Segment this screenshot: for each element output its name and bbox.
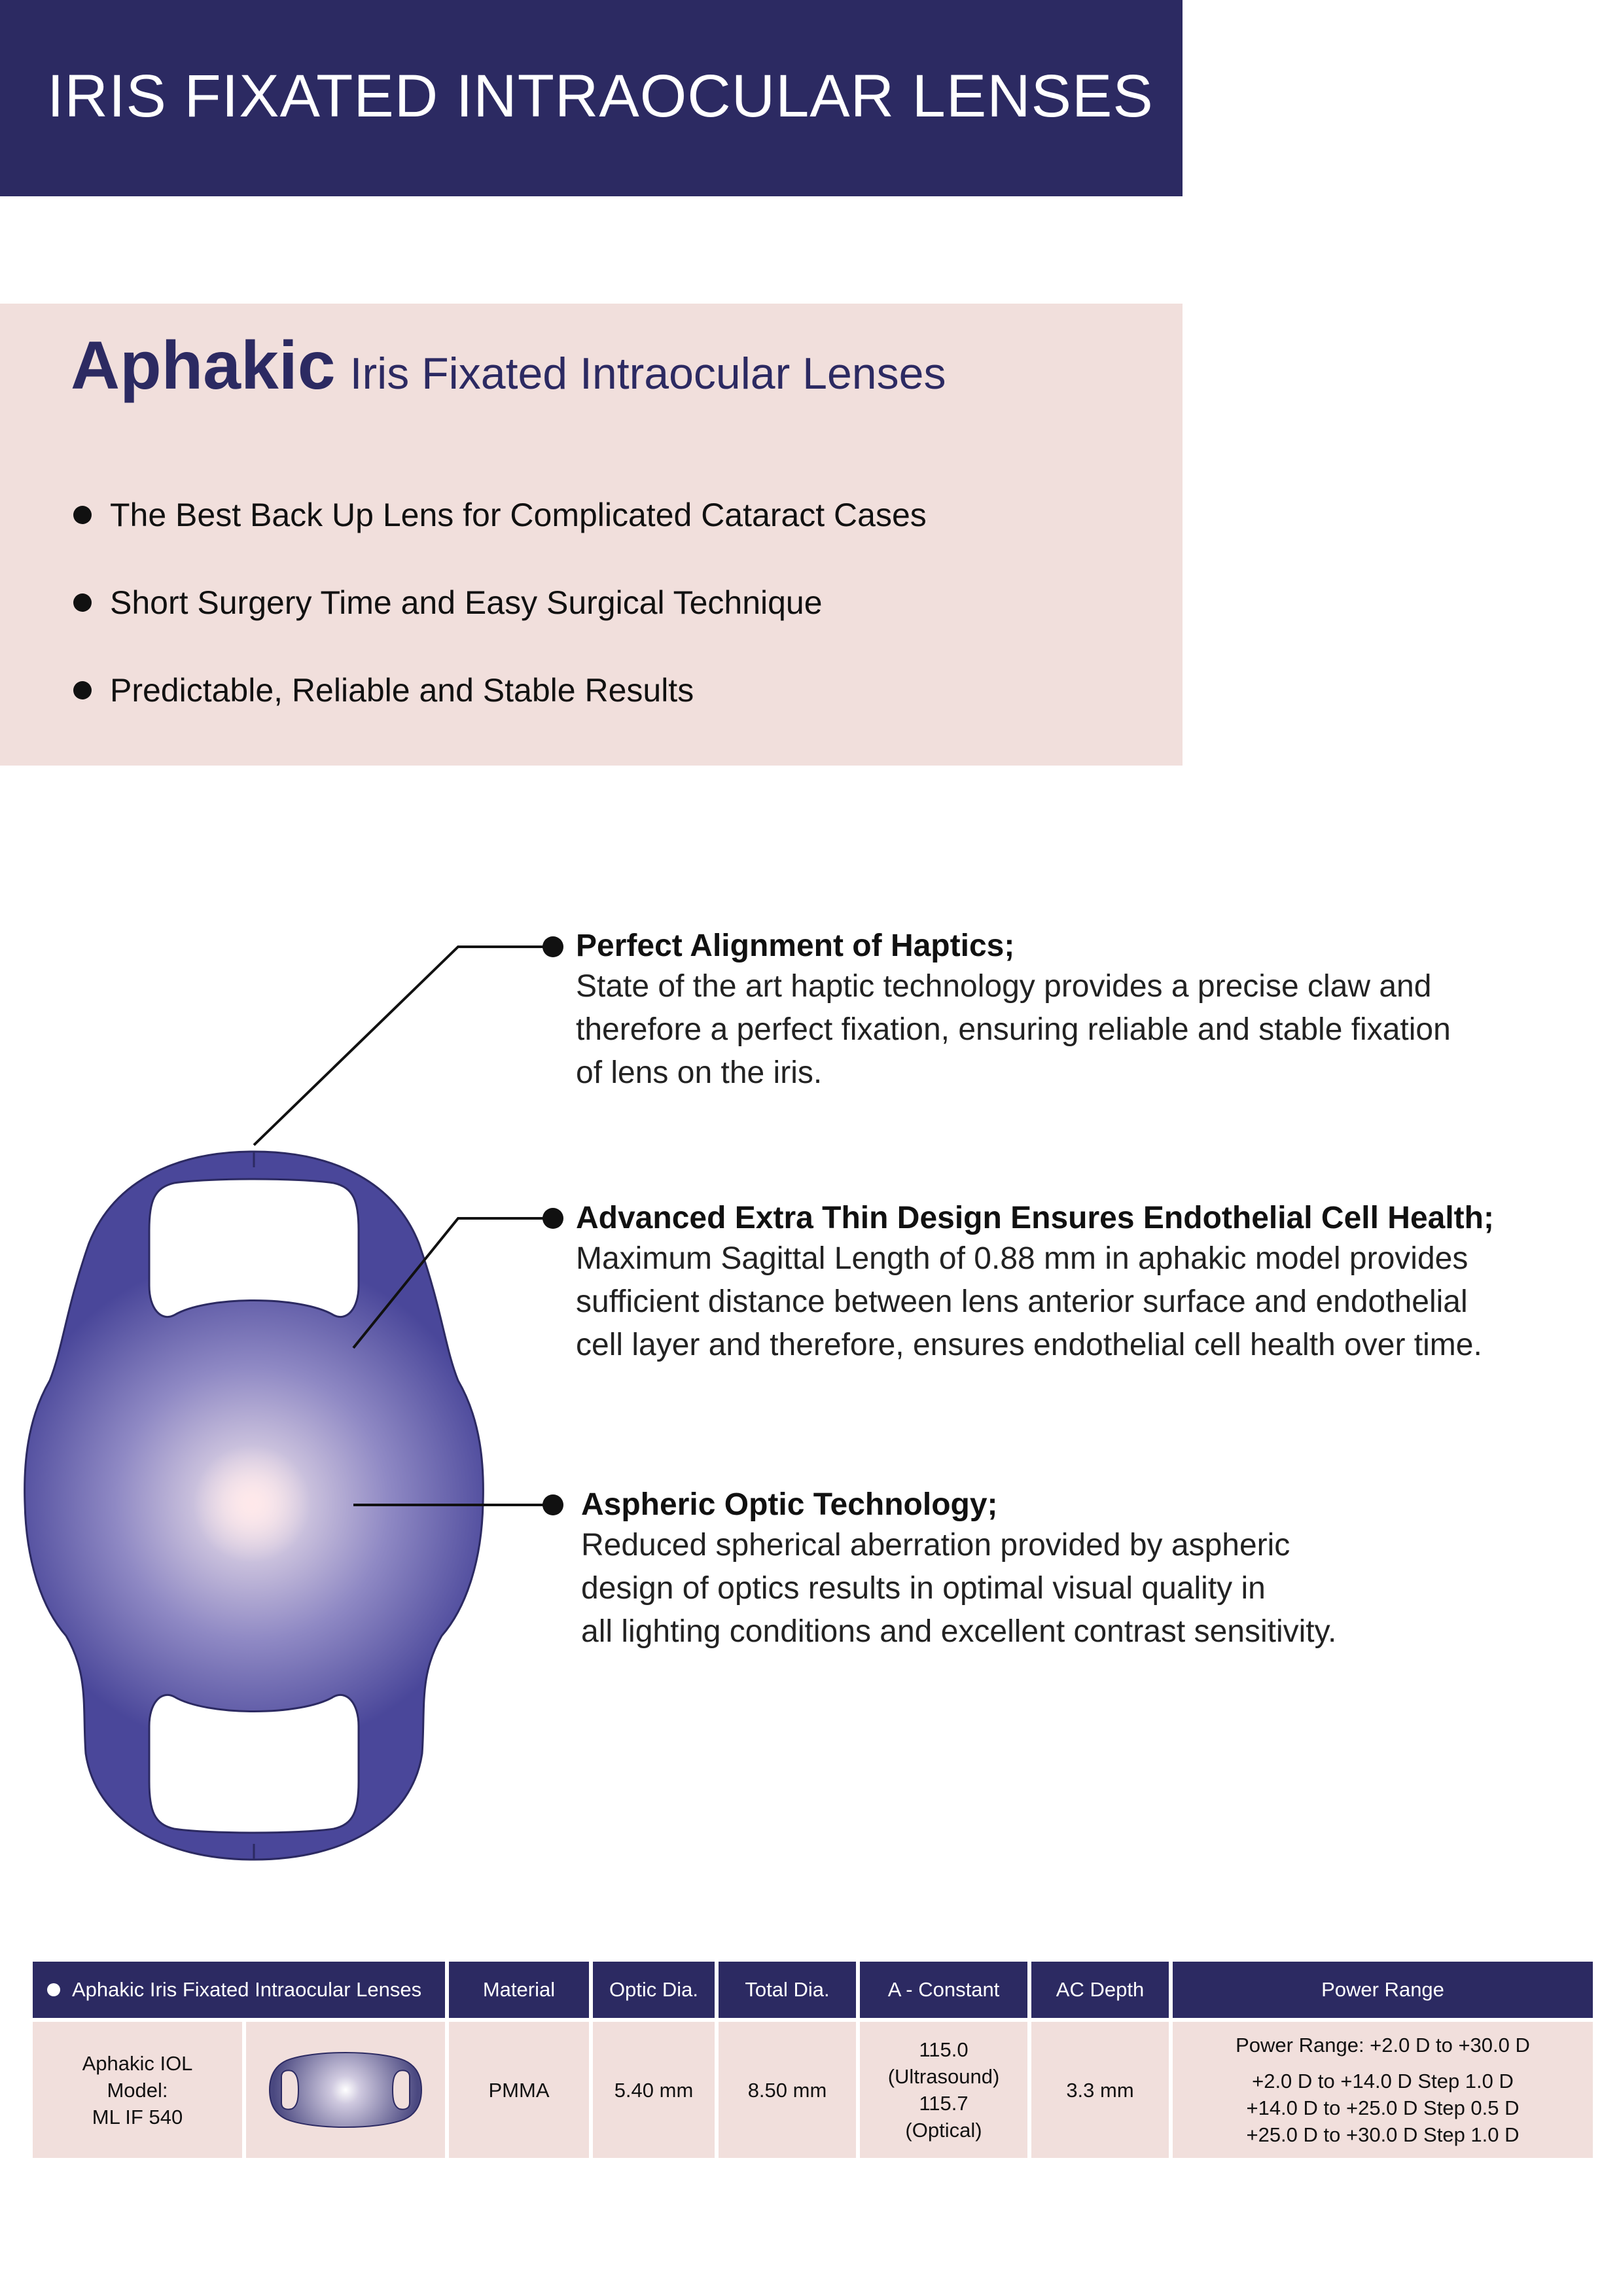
- a-constant-line: 115.0: [919, 2038, 969, 2061]
- model-line: Model:: [107, 2078, 168, 2102]
- intro-bullet-text: Short Surgery Time and Easy Surgical Technique: [110, 584, 823, 621]
- table-header-a-constant: A - Constant: [860, 1962, 1027, 2018]
- table-header-text: Aphakic Iris Fixated Intraocular Lenses: [72, 1978, 422, 2001]
- intro-bullet: [73, 584, 823, 622]
- feature-title: Perfect Alignment of Haptics;: [576, 928, 1015, 963]
- intro-bullet-text: Predictable, Reliable and Stable Results: [110, 672, 694, 709]
- feature-text-line: all lighting conditions and excellent contrast sensitivity.: [581, 1614, 1337, 1649]
- bullet-dot-icon: [47, 1983, 60, 1996]
- intro-heading-rest: Iris Fixated Intraocular Lenses: [349, 349, 946, 398]
- power-range-step: +2.0 D to +14.0 D Step 1.0 D: [1252, 2070, 1514, 2093]
- bullet-dot-icon: [73, 506, 92, 524]
- table-cell-lens-thumbnail: [246, 2022, 445, 2158]
- feature-text-line: design of optics results in optimal visual quality in: [581, 1571, 1266, 1606]
- callout-dot-icon: [543, 1494, 563, 1515]
- table-cell-ac-depth: 3.3 mm: [1031, 2022, 1169, 2158]
- feature-aspheric: [581, 1487, 1336, 1653]
- table-cell-total-dia: 8.50 mm: [719, 2022, 856, 2158]
- feature-text-line: State of the art haptic technology provides a precise claw and: [576, 969, 1432, 1004]
- bullet-dot-icon: [73, 681, 92, 699]
- model-line: ML IF 540: [92, 2105, 183, 2128]
- intro-bullet-text: The Best Back Up Lens for Complicated Cataract Cases: [110, 497, 927, 533]
- table-header-product: [33, 1962, 445, 2018]
- a-constant-line: (Ultrasound): [887, 2065, 1000, 2088]
- model-line: Aphakic IOL: [82, 2051, 193, 2075]
- spec-table: [33, 1962, 1593, 2158]
- a-constant-line: 115.7: [919, 2092, 969, 2115]
- lens-illustration: [0, 903, 589, 1884]
- table-header-optic-dia: Optic Dia.: [593, 1962, 715, 2018]
- table-cell-optic-dia: 5.40 mm: [593, 2022, 715, 2158]
- feature-text-line: therefore a perfect fixation, ensuring reliable and stable fixation: [576, 1012, 1451, 1047]
- table-header-power-range: Power Range: [1173, 1962, 1593, 2018]
- callout-line-haptics: [254, 947, 553, 1145]
- bullet-dot-icon: [73, 593, 92, 612]
- lens-thumbnail-icon: [267, 2041, 424, 2139]
- table-cell-material: PMMA: [449, 2022, 589, 2158]
- feature-haptics: [576, 928, 1451, 1095]
- intro-heading-bold: Aphakic: [71, 328, 336, 404]
- page-title: IRIS FIXATED INTRAOCULAR LENSES: [47, 63, 1154, 130]
- table-cell-model: [33, 2022, 242, 2158]
- table-header-total-dia: Total Dia.: [719, 1962, 856, 2018]
- feature-title: Aspheric Optic Technology;: [581, 1487, 998, 1522]
- table-header-ac-depth: AC Depth: [1031, 1962, 1169, 2018]
- power-range-step: +14.0 D to +25.0 D Step 0.5 D: [1246, 2096, 1520, 2119]
- table-header-material: Material: [449, 1962, 589, 2018]
- feature-text-line: Reduced spherical aberration provided by aspheric: [581, 1528, 1290, 1563]
- callout-dot-icon: [543, 936, 563, 957]
- table-cell-power-range: [1173, 2022, 1593, 2158]
- power-range-step: +25.0 D to +30.0 D Step 1.0 D: [1246, 2123, 1520, 2146]
- table-cell-a-constant: [860, 2022, 1027, 2158]
- power-range-summary: Power Range: +2.0 D to +30.0 D: [1236, 2034, 1530, 2057]
- feature-text-line: of lens on the iris.: [576, 1055, 823, 1090]
- feature-text-line: cell layer and therefore, ensures endothelial cell health over time.: [576, 1328, 1482, 1362]
- feature-thin-design: [576, 1200, 1494, 1367]
- intro-bullet: [73, 496, 927, 534]
- callout-dot-icon: [543, 1208, 563, 1229]
- intro-heading: [71, 327, 946, 405]
- intro-bullet: [73, 671, 694, 709]
- feature-title: Advanced Extra Thin Design Ensures Endothelial Cell Health;: [576, 1201, 1494, 1235]
- feature-text-line: Maximum Sagittal Length of 0.88 mm in aphakic model provides: [576, 1241, 1468, 1276]
- a-constant-line: (Optical): [905, 2119, 982, 2142]
- feature-text-line: sufficient distance between lens anterior surface and endothelial: [576, 1284, 1468, 1319]
